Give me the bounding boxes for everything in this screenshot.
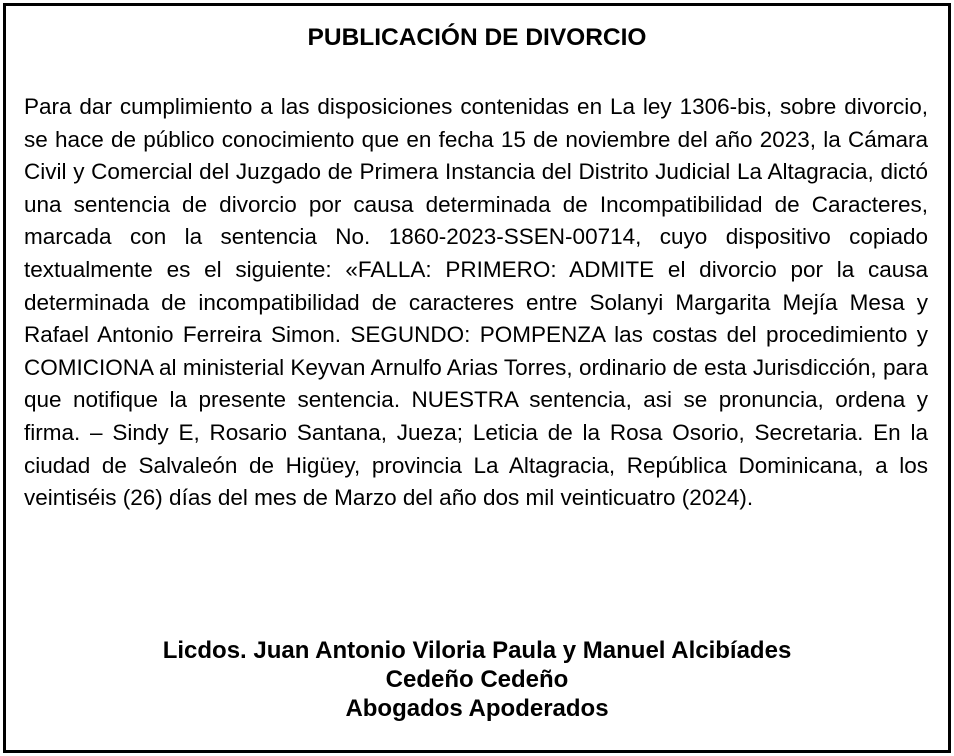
signature-attorneys-line: Licdos. Juan Antonio Viloria Paula y Manuel Alcibíades	[162, 637, 792, 664]
signature-block	[6, 636, 948, 723]
notice-frame	[3, 3, 951, 753]
notice-title: PUBLICACIÓN DE DIVORCIO	[307, 24, 647, 51]
notice-body: Para dar cumplimiento a las disposiciones contenidas en La ley 1306-bis, sobre divorcio, se hace de público conocimiento que en fecha 15 de noviembre del año 2023, la Cámara Civil y Comercial del Juzgado de Primera Instancia del Distrito Judicial La Altagracia, dictó una sentencia de divorcio por causa determinada de Incompatibilidad de Caracteres, marcada con la sentencia No. 1860-2023-SSEN-00714, cuyo dispositivo copiado textualmente es el siguiente: «FALLA: PRIMERO: ADMITE el divorcio por la causa determinada de incompatibilidad de caracteres entre Solanyi Margarita Mejía Mesa y Rafael Antonio Ferreira Simon. SEGUNDO: POMPENZA las costas del procedimiento y COMICIONA al ministerial Keyvan Arnulfo Arias Torres, ordinario de esta Jurisdicción, para que notifique la presente sentencia. NUESTRA sentencia, asi se pronuncia, ordena y firma. – Sindy E, Rosario Santana, Jueza; Leticia de la Rosa Osorio, Secretaria. En la ciudad de Salvaleón de Higüey, provincia La Altagracia, República Dominicana, a los veintiséis (26) días del mes de Marzo del año dos mil veinticuatro (2024).	[24, 94, 928, 511]
signature-role: Abogados Apoderados	[345, 695, 609, 722]
signature-attorneys-surname: Cedeño Cedeño	[385, 666, 569, 693]
